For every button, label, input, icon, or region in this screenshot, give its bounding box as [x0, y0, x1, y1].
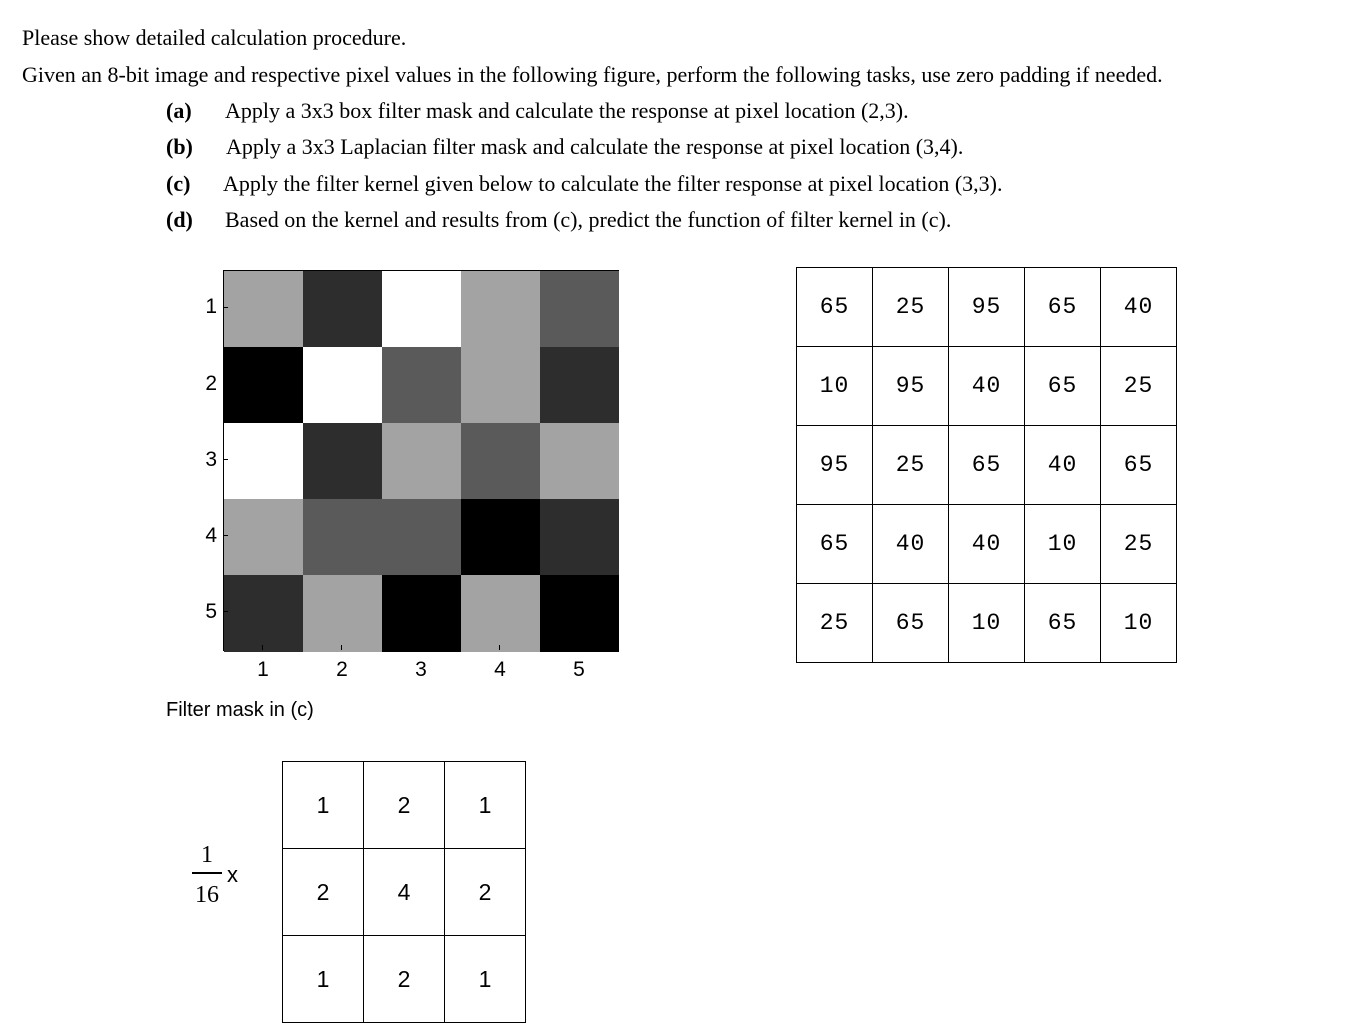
kernel-cell: 1 [445, 936, 526, 1023]
table-cell: 95 [949, 268, 1025, 347]
x-tick-mark [420, 645, 421, 650]
table-row [283, 849, 526, 936]
table-row [797, 505, 1177, 584]
x-tick-mark [262, 645, 263, 650]
table-row [797, 347, 1177, 426]
filter-caption: Filter mask in (c) [166, 699, 314, 721]
task-b-text: Apply a 3x3 Laplacian filter mask and calculate the response at pixel location (3,4). [226, 134, 964, 159]
x-tick: 3 [415, 658, 427, 681]
table-cell: 95 [797, 426, 873, 505]
y-tick-mark [223, 611, 228, 612]
table-row [797, 584, 1177, 663]
given-line: Given an 8-bit image and respective pixel values in the following figure, perform the following tasks, use zero padding if needed. [22, 62, 1163, 87]
image-pixel [382, 423, 461, 499]
image-pixel [461, 575, 540, 652]
image-pixel [224, 271, 303, 347]
table-cell: 65 [1025, 268, 1101, 347]
table-cell: 65 [1025, 347, 1101, 426]
table-row [797, 268, 1177, 347]
y-tick-mark [223, 307, 228, 308]
table-cell: 65 [949, 426, 1025, 505]
image-pixel [224, 347, 303, 423]
image-pixel [540, 347, 619, 423]
table-cell: 95 [873, 347, 949, 426]
y-tick: 3 [205, 448, 217, 471]
y-tick-mark [223, 383, 228, 384]
kernel-cell: 1 [445, 762, 526, 849]
task-b-label: (b) [166, 134, 193, 159]
image-pixel [224, 499, 303, 575]
x-tick: 4 [494, 658, 506, 681]
table-cell: 25 [1101, 347, 1177, 426]
table-cell: 10 [797, 347, 873, 426]
image-pixel [540, 575, 619, 652]
x-tick-mark [578, 645, 579, 650]
image-pixel [303, 499, 382, 575]
image-pixel [461, 423, 540, 499]
multiply-sign: x [227, 862, 238, 887]
image-pixel [224, 423, 303, 499]
x-tick-mark [341, 645, 342, 650]
table-cell: 10 [949, 584, 1025, 663]
x-tick: 5 [573, 658, 585, 681]
y-tick-mark [223, 535, 228, 536]
table-cell: 40 [1025, 426, 1101, 505]
kernel-cell: 2 [364, 762, 445, 849]
kernel-cell: 4 [364, 849, 445, 936]
image-pixel [303, 347, 382, 423]
fraction-denominator: 16 [195, 882, 219, 908]
table-cell: 65 [1025, 584, 1101, 663]
kernel-cell: 2 [445, 849, 526, 936]
y-tick: 4 [205, 524, 217, 547]
image-pixel [540, 271, 619, 347]
kernel-cell: 2 [364, 936, 445, 1023]
task-a-label: (a) [166, 98, 192, 123]
image-pixel [303, 271, 382, 347]
image-pixel [540, 423, 619, 499]
image-pixel [224, 575, 303, 652]
table-cell: 10 [1025, 505, 1101, 584]
table-cell: 40 [949, 347, 1025, 426]
table-cell: 65 [1101, 426, 1177, 505]
table-cell: 40 [873, 505, 949, 584]
table-row [283, 762, 526, 849]
image-pixel [303, 575, 382, 652]
table-row [283, 936, 526, 1023]
task-c-text: Apply the filter kernel given below to calculate the filter response at pixel location (3,3). [223, 171, 1003, 196]
table-cell: 40 [949, 505, 1025, 584]
kernel-cell: 2 [283, 849, 364, 936]
x-tick: 1 [257, 658, 269, 681]
image-pixel [461, 271, 540, 347]
table-cell: 65 [873, 584, 949, 663]
image-pixel [382, 347, 461, 423]
table-cell: 65 [797, 268, 873, 347]
pixel-value-table [796, 267, 1177, 663]
x-tick-mark [499, 645, 500, 650]
image-pixel [540, 499, 619, 575]
table-cell: 10 [1101, 584, 1177, 663]
task-c-label: (c) [166, 171, 191, 196]
image-pixel [382, 499, 461, 575]
task-d-text: Based on the kernel and results from (c), predict the function of filter kernel in (c). [225, 207, 952, 232]
grayscale-image [223, 270, 619, 651]
y-tick: 2 [205, 372, 217, 395]
image-pixel [382, 575, 461, 652]
table-row [797, 426, 1177, 505]
image-pixel [461, 347, 540, 423]
task-a-text: Apply a 3x3 box filter mask and calculate the response at pixel location (2,3). [225, 98, 909, 123]
filter-kernel-table [282, 761, 526, 1023]
image-pixel [303, 423, 382, 499]
image-pixel [461, 499, 540, 575]
task-d-label: (d) [166, 207, 193, 232]
x-tick: 2 [336, 658, 348, 681]
table-cell: 25 [1101, 505, 1177, 584]
fraction-numerator: 1 [201, 842, 213, 868]
table-cell: 25 [873, 426, 949, 505]
kernel-cell: 1 [283, 936, 364, 1023]
intro-line: Please show detailed calculation procedure. [22, 25, 407, 50]
fraction-bar [192, 872, 222, 874]
y-tick: 5 [205, 600, 217, 623]
table-cell: 25 [797, 584, 873, 663]
kernel-cell: 1 [283, 762, 364, 849]
table-cell: 40 [1101, 268, 1177, 347]
image-pixel [382, 271, 461, 347]
y-tick-mark [223, 459, 228, 460]
table-cell: 25 [873, 268, 949, 347]
y-tick: 1 [205, 295, 217, 318]
table-cell: 65 [797, 505, 873, 584]
